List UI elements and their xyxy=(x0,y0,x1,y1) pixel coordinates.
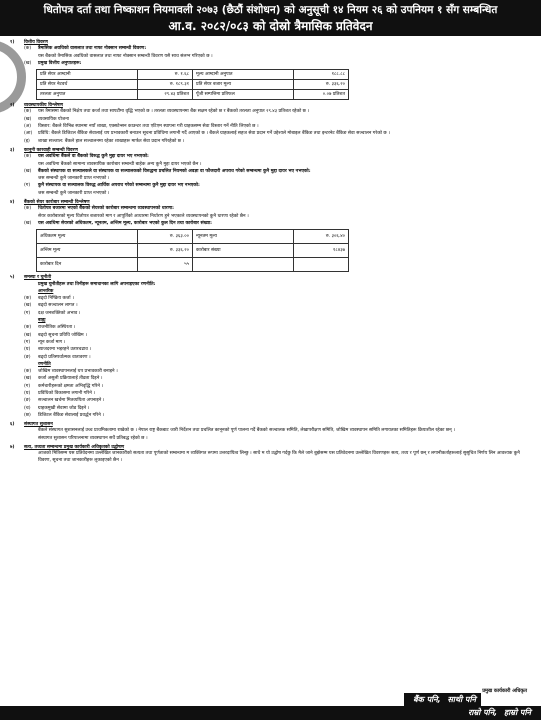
paragraph-text: जस सम्बन्धी कुनै जानकारी प्राप्त नभएको । xyxy=(38,190,110,196)
paragraph-marker: (घ) xyxy=(24,390,31,396)
section-title: समस्या र चुनौती xyxy=(24,275,52,281)
section-paragraph xyxy=(24,124,534,130)
section-body xyxy=(24,451,534,464)
table-cell xyxy=(193,258,294,272)
table-cell: अधिकतम मूल्य xyxy=(37,230,138,244)
paragraph-marker xyxy=(24,176,38,182)
ceo-signature-label: प्रमुख कार्यकारी अधिकृत xyxy=(482,688,527,694)
section-number: ७) xyxy=(10,445,15,451)
paragraph-marker: (ख) xyxy=(24,60,32,66)
paragraph-text: रणनीति xyxy=(38,361,51,367)
paragraph-marker: (अ) xyxy=(24,124,32,130)
table-cell: अन्तिम मूल्य xyxy=(37,244,138,258)
table-cell: प्रति सेयर आम्दानी xyxy=(37,70,138,80)
paragraph-text: आजको मितिसम्म यस प्रतिवेदनमा उल्लेखित जानकारीको सत्यता तथा पूर्णताको सम्बन्धमा म व्यक्तिगत रूपमा उत्तरदायित्व लिन्छु । साथै म यो उद्घोष गर्दछु कि मैले जाने बुझेसम्म यस प्रतिवेदनमा उल्लेखित विवरणहरू सत्य, तथ्य र पूर्ण छन् र लगानीकर्ताहरूलाई सुसूचित निर्णय लिन आवश्यक कुनै विवरण, सूचना तथा जानकारीहरू लुकाइएको छैन । xyxy=(38,451,520,463)
table-cell: रु. ३०६.४० xyxy=(294,230,349,244)
section-paragraph xyxy=(24,61,534,67)
paragraph-text: प्रमुख वित्तीय अनुपातहरू: xyxy=(38,60,82,66)
table-cell: ५५ xyxy=(138,258,193,272)
paragraph-text: सञ्चालन खर्चमा मितव्ययिता अपनाइने । xyxy=(38,398,105,404)
section-paragraph xyxy=(24,451,534,464)
paragraph-marker xyxy=(24,54,38,60)
table-row xyxy=(37,70,349,80)
section-paragraph xyxy=(24,318,534,324)
section-paragraph xyxy=(24,413,534,419)
section-paragraph xyxy=(24,347,534,353)
paragraph-marker: (क) xyxy=(24,154,32,160)
paragraph-marker: (ग) xyxy=(24,383,31,389)
paragraph-marker: (क) xyxy=(24,46,32,52)
table-cell: तरलता अनुपात xyxy=(37,90,138,100)
table-cell: ०.०७ प्रतिशत xyxy=(294,90,349,100)
section-paragraph xyxy=(24,333,534,339)
paragraph-marker: (ख) xyxy=(24,303,32,309)
table-cell: रु. ३३६.२० xyxy=(138,244,193,258)
paragraph-marker: (क) xyxy=(24,206,32,212)
paragraph-marker xyxy=(24,214,38,220)
section-title: संस्थागत सुशासन xyxy=(24,422,53,428)
section-paragraph xyxy=(24,369,534,375)
paragraph-text: यस अवधिमा बैंकले वा बैंकको विरुद्ध कुनै मुद्दा दायर भए नभएको: xyxy=(38,154,149,160)
paragraph-marker: (ख) xyxy=(24,332,32,338)
paragraph-marker: (घ) xyxy=(24,347,31,353)
table-cell: कारोबार दिन xyxy=(37,258,138,272)
paragraph-marker: (ग) xyxy=(24,310,31,316)
financial-ratios-table xyxy=(36,69,349,100)
report-header xyxy=(0,0,541,36)
paragraph-text: शाखा सञ्जाल: बैंकले हाल सञ्चालनमा रहेका शाखाहरू मार्फत सेवा प्रदान गरिरहेको छ । xyxy=(38,138,185,144)
paragraph-text: यस अवधिमा सेयरको अधिकतम, न्यूनतम, अन्तिम मूल्य, कारोबार भएको कुल दिन तथा कारोबार संख्या: xyxy=(38,220,213,226)
table-row xyxy=(37,80,349,90)
table-cell: कारोबार संख्या xyxy=(193,244,294,258)
section-paragraph xyxy=(24,376,534,382)
section-paragraph xyxy=(24,355,534,361)
paragraph-marker: (इ) xyxy=(24,138,30,144)
table-cell: पूँजी सम्पत्तिमा प्रतिफल xyxy=(193,90,294,100)
table-cell: रु. ३३६.२० xyxy=(294,80,349,90)
paragraph-text: बैंकले संस्थागत सुशासनलाई उच्च प्राथमिकतामा राखेको छ । नेपाल राष्ट्र बैंकबाट जारी निर्देशन तथा प्रचलित कानूनको पूर्ण पालना गर्दै बैंकको सञ्चालक समिति, लेखापरीक्षण समिति, जोखिम व्यवस्थापन समिति लगायतका समितिहरू क्रियाशील रहेका छन् । xyxy=(38,428,455,434)
section-paragraph xyxy=(24,162,534,168)
section-paragraph xyxy=(24,169,534,175)
section-paragraph xyxy=(24,154,534,160)
section-number: ३) xyxy=(10,147,15,153)
paragraph-text: बढ्दो निष्क्रिय कर्जा । xyxy=(38,296,74,302)
table-cell: न्यूनतम मूल्य xyxy=(193,230,294,244)
paragraph-marker: (ख) xyxy=(24,116,32,122)
paragraph-marker: (ख) xyxy=(24,168,32,174)
paragraph-marker: (क) xyxy=(24,109,32,115)
section-title: कानूनी कारवाही सम्बन्धी विवरण xyxy=(24,147,78,153)
paragraph-marker xyxy=(24,318,38,324)
section xyxy=(10,103,534,145)
section-paragraph xyxy=(24,139,534,145)
section-paragraph xyxy=(24,46,534,52)
section xyxy=(10,200,534,272)
section-paragraph xyxy=(24,398,534,404)
section-paragraph xyxy=(24,362,534,368)
paragraph-marker: (ख) xyxy=(24,220,32,226)
slogan-ours: हाम्रो पनि xyxy=(503,708,531,717)
section-paragraph xyxy=(24,384,534,390)
section-title: व्यवस्थापकीय विश्लेषण xyxy=(24,103,63,109)
report-body xyxy=(10,40,534,467)
paragraph-text: त्रैमासिक अवधिको वासलात तथा नाफा नोक्सान सम्बन्धी विवरण: xyxy=(38,46,147,52)
paragraph-marker: (क) xyxy=(24,369,32,375)
section-paragraph xyxy=(24,54,534,60)
paragraph-text: प्रविधि: बैंकले डिजिटल बैंकिङ सेवालाई थप प्रभावकारी बनाउन सूचना प्रविधिमा लगानी गर्दै आएको छ । बैंकले ग्राहकलाई सहज सेवा प्रदान गर्ने उद्देश्यले मोबाइल बैंकिङ तथा इन्टरनेट बैंकिङ सेवा सञ्चालन गरेको छ । xyxy=(38,131,390,137)
section-paragraph xyxy=(24,183,534,189)
paragraph-text: कुनै संस्थापक वा सञ्चालक विरुद्ध आर्थिक अपराध गरेको सम्बन्धमा कुनै मुद्दा दायर भए नभएको: xyxy=(38,183,200,189)
section xyxy=(10,148,534,197)
slogan-friend: साथी पनि xyxy=(447,695,476,704)
footer-bar xyxy=(0,706,541,720)
section-paragraph xyxy=(24,289,534,295)
table-cell: रु. १.६८ xyxy=(138,70,193,80)
paragraph-text: बढ्दो सूचना प्रविधि जोखिम । xyxy=(38,332,87,338)
section-paragraph xyxy=(24,325,534,331)
section-number: ४) xyxy=(10,200,15,206)
section xyxy=(10,422,534,442)
paragraph-text: संस्थागत सुशासन परिपालनामा व्यवस्थापन सधैं प्रतिबद्ध रहेको छ । xyxy=(38,435,148,441)
section-paragraph xyxy=(24,117,534,123)
table-cell: प्रति सेयर बजार मूल्य xyxy=(193,80,294,90)
section xyxy=(10,275,534,419)
section-paragraph xyxy=(24,391,534,397)
section xyxy=(10,445,534,464)
slogan-primary: बैंक पनि, साथी पनि xyxy=(404,693,481,706)
paragraph-text: यस त्रैमासमा बैंकको निक्षेप तथा कर्जा तथा सापटीमा वृद्धि भएको छ । तरलता व्यवस्थापनमा बैंक सक्षम रहेको छ र बैंकको तरलता अनुपात २९.४३ प्रतिशत रहेको छ । xyxy=(38,109,310,115)
paragraph-text: जस सम्बन्धी कुनै जानकारी प्राप्त नभएको । xyxy=(38,176,110,182)
section-body xyxy=(24,428,534,442)
slogan-good: राम्रो पनि xyxy=(468,708,495,717)
paragraph-text: न्यून कर्जा माग । xyxy=(38,339,66,345)
section-paragraph xyxy=(24,282,534,288)
section-paragraph xyxy=(24,109,534,115)
section-paragraph xyxy=(24,214,534,220)
table-cell: रु. १८९.३१ xyxy=(138,80,193,90)
table-cell xyxy=(294,258,349,272)
paragraph-text: व्यवसायिक योजना xyxy=(38,116,69,122)
header-line-1: धितोपत्र दर्ता तथा निष्काशन नियमावली २०७३ (छैठौं संशोधन) को अनुसूची १४ नियम २६ को उपनियम १ सँग सम्बन्धित xyxy=(43,4,498,16)
table-cell: प्रति सेयर नेटवर्थ xyxy=(37,80,138,90)
paragraph-text: बैंकको संस्थापक वा सञ्चालकले वा संस्थापक वा सञ्चालकको विरुद्धमा प्रचलित नियमको अवज्ञा वा फौजदारी अपराध गरेको सम्बन्धमा कुनै मुद्दा दायर भए नभएको: xyxy=(38,168,311,174)
paragraph-text: विस्तार: बैंकले विभिन्न स्थानमा नयाँ शाखा, एक्सटेन्सन काउन्टर तथा एटिएम स्थापना गरी ग्राहकसम्म सेवा विस्तार गर्ने नीति लिएको छ । xyxy=(38,124,259,130)
table-row xyxy=(37,90,349,100)
paragraph-text: ग्राहकमुखी सेवामा जोड दिइने । xyxy=(38,405,90,411)
section-paragraph xyxy=(24,206,534,212)
paragraph-marker: (क) xyxy=(24,325,32,331)
paragraph-marker: (ङ) xyxy=(24,398,31,404)
paragraph-marker xyxy=(24,191,38,197)
section-paragraph xyxy=(24,340,534,346)
paragraph-text: राजनीतिक अस्थिरता । xyxy=(38,325,76,331)
paragraph-marker xyxy=(24,436,38,442)
paragraph-marker xyxy=(24,451,38,464)
paragraph-marker xyxy=(24,289,38,295)
section-body xyxy=(24,206,534,227)
paragraph-text: ब्याजदरमा भइरहने उतारचढाव । xyxy=(38,347,91,353)
slogan-secondary: राम्रो पनि, हाम्रो पनि xyxy=(468,708,531,717)
paragraph-text: बढ्दो सञ्चालन लागत । xyxy=(38,303,78,309)
paragraph-text: सेयर कारोबारको मूल्य धितोपत्र बजारको माग र आपूर्तिको आधारमा निर्धारण हुने भएकाले व्यवस्थापनको कुनै धारणा रहेको छैन । xyxy=(38,213,249,219)
paragraph-text: दक्ष जनशक्तिको अभाव । xyxy=(38,310,81,316)
table-cell: रु. ३६३.०० xyxy=(138,230,193,244)
paragraph-text: कर्जा असुली प्रक्रियालाई तीव्रता दिइने । xyxy=(38,376,103,382)
paragraph-marker: (आ) xyxy=(24,131,33,137)
paragraph-marker: (क) xyxy=(24,296,32,302)
section-number: ६) xyxy=(10,422,15,428)
paragraph-text: बाह्य xyxy=(38,318,46,324)
paragraph-text: जोखिम व्यवस्थापनलाई थप प्रभावकारी बनाइने । xyxy=(38,369,118,375)
paragraph-text: प्रविधिको विकासमा लगानी गरिने । xyxy=(38,390,96,396)
paragraph-marker xyxy=(24,282,38,288)
table-cell: १८८.८८ xyxy=(294,70,349,80)
table-cell: १८४३७ xyxy=(294,244,349,258)
paragraph-text: कर्मचारीहरूको क्षमता अभिवृद्धि गरिने । xyxy=(38,383,104,389)
section-number: ५) xyxy=(10,275,15,281)
table-cell: मूल्य आम्दानी अनुपात xyxy=(193,70,294,80)
paragraph-marker: (ङ) xyxy=(24,354,31,360)
paragraph-marker: (छ) xyxy=(24,412,31,418)
paragraph-text: प्रमुख चुनौतीहरू तथा तिनीहरू समाधानका लागि अपनाइएका रणनीति: xyxy=(38,281,156,287)
section-paragraph xyxy=(24,131,534,137)
paragraph-text: यस अवधिमा बैंकको सामान्य व्यवसायिक कारोबार सम्बन्धी बाहेक अन्य कुनै मुद्दा दायर भएको छैन । xyxy=(38,161,202,167)
table-cell: २९.४३ प्रतिशत xyxy=(138,90,193,100)
table-row xyxy=(37,258,349,272)
section-body xyxy=(24,46,534,67)
paragraph-marker: (च) xyxy=(24,405,31,411)
section-body xyxy=(24,154,534,197)
table-row xyxy=(37,230,349,244)
section-paragraph xyxy=(24,406,534,412)
paragraph-marker xyxy=(24,162,38,168)
paragraph-marker: (ग) xyxy=(24,183,31,189)
section-paragraph xyxy=(24,436,534,442)
table-row xyxy=(37,244,349,258)
section-title: वित्तीय विवरण xyxy=(24,40,48,45)
section-number: १) xyxy=(10,40,15,45)
paragraph-marker xyxy=(24,362,38,368)
section-paragraph xyxy=(24,303,534,309)
section-paragraph xyxy=(24,428,534,434)
paragraph-text: यस बैंकको त्रैमासिक अवधिको वासलात तथा नाफा नोक्सान सम्बन्धी विवरण यसै साथ संलग्न गरिएको छ । xyxy=(38,53,213,59)
paragraph-text: बढ्दो प्रतिस्पर्धात्मक वातावरण । xyxy=(38,354,91,360)
paragraph-marker: (ख) xyxy=(24,376,32,382)
section-paragraph xyxy=(24,176,534,182)
paragraph-marker: (ग) xyxy=(24,339,31,345)
section-title: बैंकको सेयर कारोबार सम्बन्धी विश्लेषण xyxy=(24,200,90,206)
section-body xyxy=(24,109,534,144)
section xyxy=(10,40,534,100)
section-number: २) xyxy=(10,103,15,109)
section-paragraph xyxy=(24,221,534,227)
section-paragraph xyxy=(24,311,534,317)
section-body xyxy=(24,282,534,420)
paragraph-text: धितोपत्र बजारमा भएको बैंकको सेयरको कारोबार सम्बन्धमा व्यवस्थापनको धारणा: xyxy=(38,206,174,212)
paragraph-marker xyxy=(24,428,38,434)
section-title: सत्य, तथ्यता सम्बन्धमा प्रमुख कार्यकारी अधिकृतको उद्घोषण xyxy=(24,445,125,451)
share-trading-table xyxy=(36,229,349,272)
slogan-bank: बैंक पनि xyxy=(413,695,438,704)
paragraph-text: डिजिटल बैंकिङ सेवालाई प्रवर्द्धन गरिने । xyxy=(38,412,104,418)
paragraph-text: आन्तरिक xyxy=(38,288,54,294)
section-paragraph xyxy=(24,191,534,197)
section-paragraph xyxy=(24,296,534,302)
header-line-2: आ.व. २०८२/०८३ को दोस्रो त्रैमासिक प्रतिवेदन xyxy=(168,19,373,33)
